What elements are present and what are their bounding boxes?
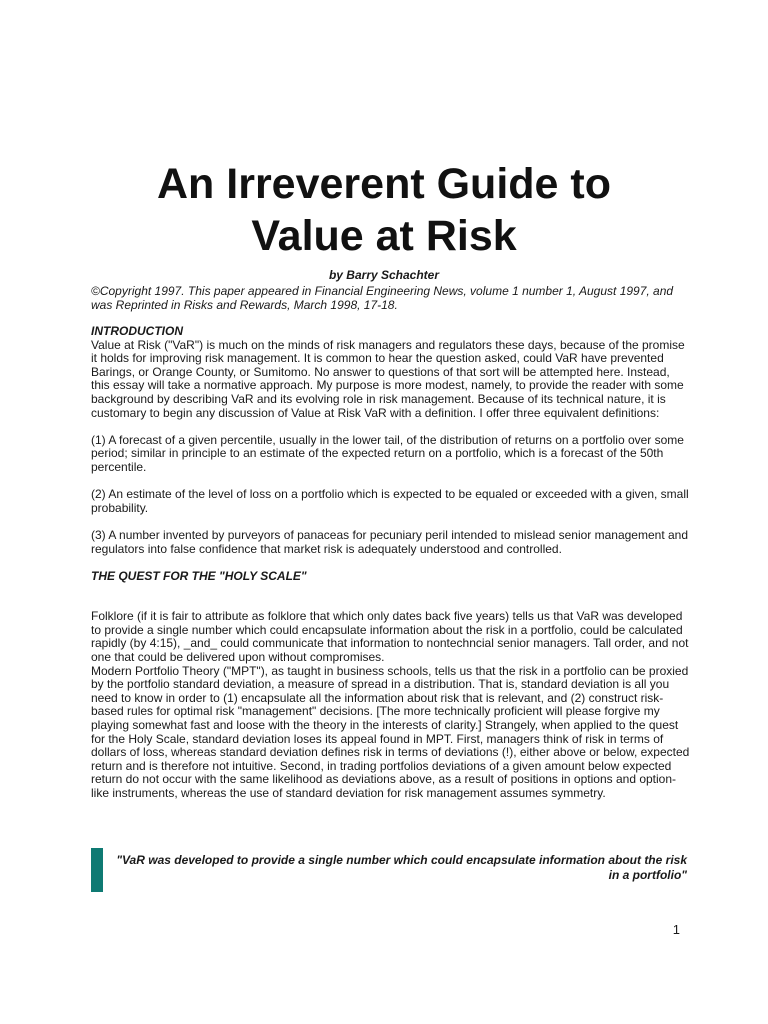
section-heading-introduction: INTRODUCTION	[91, 324, 183, 338]
title-line-2: Value at Risk	[251, 212, 517, 260]
quest-paragraph-folklore: Folklore (if it is fair to attribute as folklore that which only dates back five years) tells us that VaR was developed to provide a single number which could encapsulate information about the risk in a portfolio, could be calculated rapidly (by 4:15), _and_ could communicate that information to nontechncial senior managers. Tall order, and not one that could be delivered upon without compromises.	[91, 609, 689, 665]
definition-3: (3) A number invented by purveyors of panaceas for pecuniary peril intended to mislead senior management and regulators into false confidence that market risk is adequately understood and controlled.	[91, 527, 689, 556]
article-body	[91, 325, 691, 801]
author-byline: by Barry Schachter	[328, 268, 440, 282]
pull-quote-text: "VaR was developed to provide a single number which could encapsulate information about the risk in a portfolio"	[116, 853, 687, 882]
page-number: 1	[672, 922, 680, 937]
pull-quote	[91, 848, 687, 892]
copyright-notice: ©Copyright 1997. This paper appeared in Financial Engineering News, volume 1 number 1, August 1997, and was Reprinted in Risks and Rewards, March 1998, 17-18.	[91, 284, 674, 312]
section-heading-quest: THE QUEST FOR THE "HOLY SCALE"	[91, 568, 307, 583]
pull-quote-accent-bar	[91, 848, 103, 892]
definition-1: (1) A forecast of a given percentile, usually in the lower tail, of the distribution of returns on a portfolio over some period; similar in principle to an estimate of the expected return on a portfolio, which is a forecast of the 50th percentile.	[91, 432, 684, 474]
definition-2: (2) An estimate of the level of loss on a portfolio which is expected to be equaled or exceeded with a given, small probability.	[91, 487, 689, 515]
document-title	[0, 158, 768, 262]
intro-paragraph: Value at Risk ("VaR") is much on the minds of risk managers and regulators these days, because of the promise it holds for improving risk management. It is common to hear the question asked, could VaR have prevented Barings, or Orange County, or Sumitomo. No answer to questions of that sort will be attempted here. Instead, this essay will take a normative approach. My purpose is more modest, namely, to provide the reader with some background by describing VaR and its evolving role in risk management. Because of its technical nature, it is customary to begin any discussion of Value at Risk VaR with a definition. I offer three equivalent definitions:	[91, 337, 685, 420]
quest-paragraph-mpt: Modern Portfolio Theory ("MPT"), as taught in business schools, tells us that the risk in a portfolio can be proxied by the portfolio standard deviation, a measure of spread in a distribution. That is, standard deviation is all you need to know in order to (1) encapsulate all the information about risk that is relevant, and (2) construct risk-based rules for optimal risk "management" decisions. [The more technically proficient will please forgive my playing somewhat fast and loose with the theory in the interests of clarity.] Strangely, when applied to the quest for the Holy Scale, standard deviation loses its appeal found in MPT. First, managers think of risk in terms of dollars of loss, whereas standard deviation defines risk in terms of deviations (!), either above or below, expected return and is therefore not intuitive. Second, in trading portfolios deviations of a given amount below expected return do not occur with the same likelihood as deviations above, as a result of positions in options and option-like instruments, whereas the use of standard deviation for risk management assumes symmetry.	[91, 663, 690, 800]
title-line-1: An Irreverent Guide to	[157, 160, 611, 208]
